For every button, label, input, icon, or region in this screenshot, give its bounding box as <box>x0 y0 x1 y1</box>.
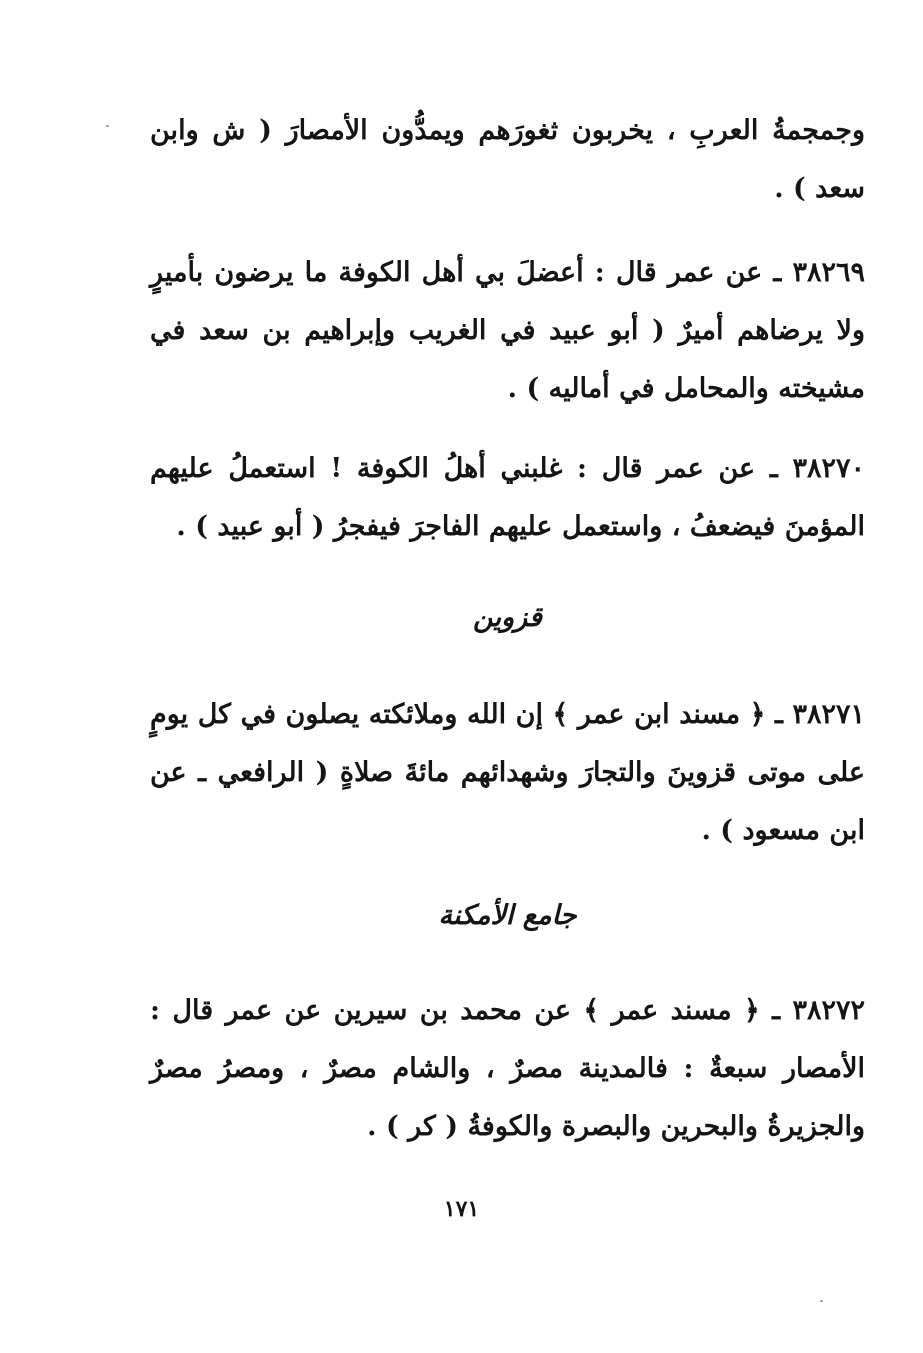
paragraph-hadith-38269: ٣٨٢٦٩ ـ عن عمر قال : أعضلَ بي أهل الكوفة ما يرضون بأميرٍ ولا يرضاهم أميرٌ ( أبو عبيد في الغريب وإبراهيم بن سعد في مشيخته والمحامل في أماليه ) . <box>150 257 865 404</box>
paragraph-continuation: وجمجمةُ العربِ ، يخربون ثغورَهم ويمدُّون الأمصارَ ( ش وابن سعد ) . <box>150 115 865 204</box>
scan-speck <box>820 1300 823 1302</box>
scan-speck <box>106 125 109 127</box>
paragraph-hadith-38271: ٣٨٢٧١ ـ ﴿ مسند ابن عمر ﴾ إن الله وملائكته يصلون في كل يومٍ على موتى قزوينَ والتجارَ وشهدائهم مائةَ صلاةٍ ( الرافعي ـ عن ابن مسعود ) . <box>150 699 865 846</box>
page-number: ١٧١ <box>443 1196 480 1222</box>
section-heading-qazwin: قزوين <box>473 602 542 633</box>
paragraph-hadith-38272: ٣٨٢٧٢ ـ ﴿ مسند عمر ﴾ عن محمد بن سيرين عن عمر قال : الأمصار سبعةٌ : فالمدينة مصرٌ ، والشام مصرٌ ، ومصرُ مصرٌ والجزيرةُ والبحرين والبصرة والكوفةُ ( كر ) . <box>150 995 865 1142</box>
section-heading-jami-al-amkina: جامع الأمكنة <box>438 900 577 931</box>
paragraph-hadith-38270: ٣٨٢٧٠ ـ عن عمر قال : غلبني أهلُ الكوفة ! استعملُ عليهم المؤمنَ فيضعفُ ، واستعمل عليهم الفاجرَ فيفجرُ ( أبو عبيد ) . <box>150 453 865 542</box>
